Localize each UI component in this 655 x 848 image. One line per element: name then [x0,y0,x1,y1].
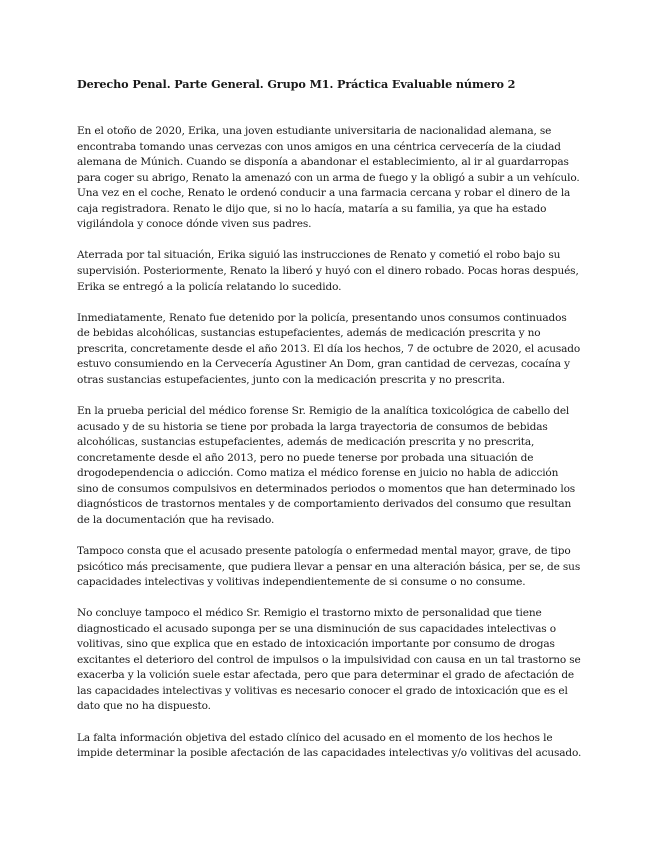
paragraph-2: Aterrada por tal situación, Erika siguió las instrucciones de Renato y cometió el robo bajo su supervisión. Posteriormente, Renato la liberó y huyó con el dinero robado. Pocas horas después, Erika se entregó a la policía relatando lo sucedido. [77,249,579,293]
paragraph-6: No concluye tampoco el médico Sr. Remigio el trastorno mixto de personalidad que tiene diagnosticado el acusado suponga per se una disminución de sus capacidades intelectivas o volitivas, sino que explica que en estado de intoxicación importante por consumo de drogas excitantes el deterioro del control de impulsos o la impulsividad con causa en un tal trastorno se exacerba y la volición suele estar afectada, pero que para determinar el grado de afectación de las capacidades intelectivas y volitivas es necesario conocer el grado de intoxicación que es el dato que no ha dispuesto. [77,607,581,713]
paragraph-4: En la prueba pericial del médico forense Sr. Remigio de la analítica toxicológica de cabello del acusado y de su historia se tiene por probada la larga trayectoria de consumos de bebidas alcohólicas, sustancias estupefacientes, además de medicación prescrita y no prescrita, concretamente desde el año 2013, pero no puede tenerse por probada una situación de drogodependencia o adicción. Como matiza el médico forense en juicio no habla de adicción sino de consumos compulsivos en determinados periodos o momentos que han determinado los diagnósticos de trastornos mentales y de comportamiento derivados del consumo que resultan de la documentación que ha revisado. [77,404,576,526]
paragraph-7: La falta información objetiva del estado clínico del acusado en el momento de los hechos le impide determinar la posible afectación de las capacidades intelectivas y/o volitivas del acusado. [77,731,582,760]
paragraph-3: Inmediatamente, Renato fue detenido por la policía, presentando unos consumos continuados de bebidas alcohólicas, sustancias estupefacientes, además de medicación prescrita y no prescrita, concretamente desde el año 2013. El día los hechos, 7 de octubre de 2020, el acusado estuvo consumiendo en la Cervecería Agustiner An Dom, gran cantidad de cervezas, cocaína y otras sustancias estupefacientes, junto con la medicación prescrita y no prescrita. [77,311,581,386]
paragraph-1: En el otoño de 2020, Erika, una joven estudiante universitaria de nacionalidad alemana, se encontraba tomando unas cervezas con unos amigos en una céntrica cervecería de la ciudad alemana de Múnich. Cuando se disponía a abandonar el establecimiento, al ir al guardarropas para coger su abrigo, Renato la amenazó con un arma de fuego y la obligó a subir a un vehículo. Una vez en el coche, Renato le ordenó conducir a una farmacia cercana y robar el dinero de la caja registradora. Renato le dijo que, si no lo hacía, mataría a su familia, ya que ha estado vigilándola y conoce dónde viven sus padres. [77,125,580,231]
document-title: Derecho Penal. Parte General. Grupo M1. Práctica Evaluable número 2 [77,77,516,91]
paragraph-5: Tampoco consta que el acusado presente patología o enfermedad mental mayor, grave, de tipo psicótico más precisamente, que pudiera llevar a pensar en una alteración básica, per se, de sus capacidades intelectivas y volitivas independientemente de si consume o no consume. [77,544,581,589]
document-body [77,124,582,777]
